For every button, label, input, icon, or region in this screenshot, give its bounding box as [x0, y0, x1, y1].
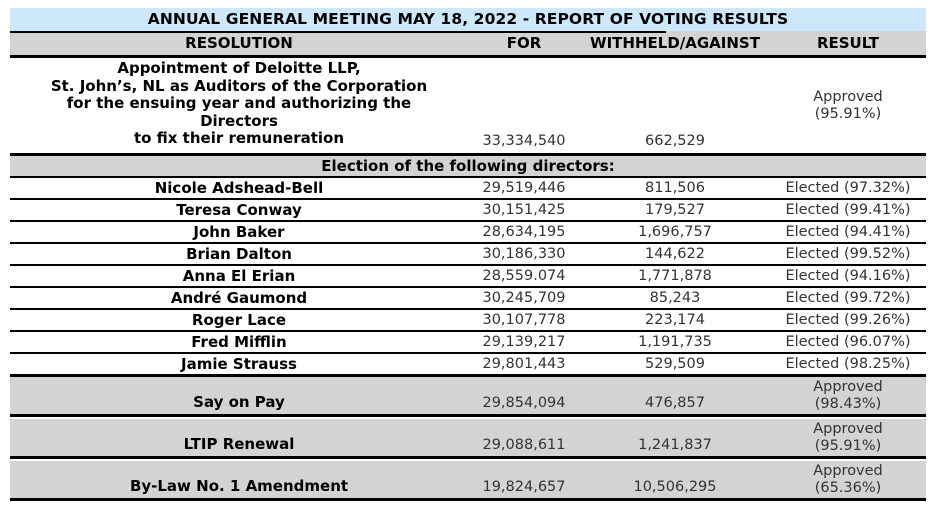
director-for-votes: 30,151,425 [482, 202, 566, 218]
director-withheld-votes: 179,527 [645, 202, 705, 218]
director-result: Elected (98.25%) [785, 356, 911, 372]
auditor-resolution-text [10, 58, 468, 153]
header-resolution: RESOLUTION [185, 34, 293, 52]
director-withheld-votes: 85,243 [649, 290, 701, 306]
director-for-votes: 30,107,778 [482, 312, 566, 328]
resolution-name: Say on Pay [193, 393, 285, 411]
resolution-result [770, 419, 926, 456]
director-for-votes: 28,559.074 [482, 268, 566, 284]
auditor-result-status: Approved [813, 88, 883, 105]
director-result: Elected (99.52%) [785, 246, 911, 262]
header-result: RESULT [816, 34, 880, 52]
auditor-resolution-line: for the ensuing year and authorizing the [66, 94, 412, 112]
director-for-votes: 29,139,217 [482, 334, 566, 350]
director-withheld-votes: 529,509 [645, 356, 705, 372]
resolution-result-status: Approved [813, 421, 883, 437]
resolution-result [770, 377, 926, 414]
director-name: Teresa Conway [176, 201, 302, 219]
auditor-result [770, 58, 926, 153]
resolution-withheld-votes: 476,857 [645, 395, 705, 411]
director-result: Elected (99.72%) [785, 290, 911, 306]
director-result: Elected (94.16%) [785, 268, 911, 284]
resolution-row-bylaw-amendment [10, 461, 926, 501]
resolution-withheld-votes: 1,241,837 [638, 437, 712, 453]
director-for-votes: 29,519,446 [482, 180, 566, 196]
director-name: Nicole Adshead-Bell [154, 179, 324, 197]
auditor-resolution-row [10, 58, 926, 156]
director-withheld-votes: 811,506 [645, 180, 705, 196]
director-withheld-votes: 223,174 [645, 312, 705, 328]
resolution-for-votes: 29,088,611 [482, 437, 566, 453]
resolution-result-status: Approved [813, 379, 883, 395]
director-for-votes: 30,245,709 [482, 290, 566, 306]
header-withheld-against: WITHHELD/AGAINST [590, 34, 760, 52]
director-row [10, 222, 926, 244]
director-result: Elected (96.07%) [785, 334, 911, 350]
director-for-votes: 28,634,195 [482, 224, 566, 240]
director-withheld-votes: 1,696,757 [638, 224, 712, 240]
director-result: Elected (99.26%) [785, 312, 911, 328]
resolution-result-percentage: (98.43%) [814, 395, 882, 412]
director-withheld-votes: 1,771,878 [638, 268, 712, 284]
resolution-withheld-votes: 10,506,295 [633, 479, 717, 495]
director-for-votes: 30,186,330 [482, 246, 566, 262]
auditor-withheld-votes: 662,529 [645, 133, 705, 149]
director-name: Roger Lace [191, 311, 287, 329]
resolution-result-status: Approved [813, 463, 883, 479]
auditor-result-percentage: (95.91%) [814, 105, 882, 122]
auditor-for-votes: 33,334,540 [482, 133, 566, 149]
resolution-result [770, 461, 926, 498]
director-for-votes: 29,801,443 [482, 356, 566, 372]
directors-section-heading: Election of the following directors: [10, 156, 926, 178]
auditor-resolution-line: Appointment of Deloitte LLP, [117, 59, 361, 77]
resolution-result-percentage: (65.36%) [814, 479, 882, 496]
director-name: Jamie Strauss [181, 355, 297, 373]
director-withheld-votes: 1,191,735 [638, 334, 712, 350]
director-name: Brian Dalton [186, 245, 292, 263]
director-row [10, 200, 926, 222]
resolution-row-ltip-renewal [10, 419, 926, 459]
director-row [10, 266, 926, 288]
director-result: Elected (99.41%) [785, 202, 911, 218]
resolution-row-say-on-pay [10, 377, 926, 417]
director-row [10, 178, 926, 200]
director-row [10, 310, 926, 332]
auditor-resolution-line: St. John’s, NL as Auditors of the Corporation [50, 76, 428, 95]
resolution-for-votes: 29,854,094 [482, 395, 566, 411]
director-row [10, 244, 926, 266]
header-for: FOR [506, 34, 542, 52]
director-row [10, 288, 926, 310]
director-name: Fred Mifflin [191, 333, 287, 351]
director-withheld-votes: 144,622 [645, 246, 705, 262]
resolution-name: By-Law No. 1 Amendment [129, 477, 349, 495]
director-row [10, 332, 926, 354]
director-result: Elected (97.32%) [785, 180, 911, 196]
director-name: André Gaumond [170, 289, 308, 307]
resolution-name: LTIP Renewal [183, 435, 295, 453]
resolution-result-percentage: (95.91%) [814, 437, 882, 454]
director-result: Elected (94.41%) [785, 224, 911, 240]
auditor-resolution-line: Directors [200, 111, 278, 130]
report-title: ANNUAL GENERAL MEETING MAY 18, 2022 - REPORT OF VOTING RESULTS [10, 8, 926, 31]
auditor-resolution-line: to fix their remuneration [133, 129, 345, 147]
director-name: Anna El Erian [182, 267, 296, 285]
column-header-row [10, 31, 926, 58]
resolution-for-votes: 19,824,657 [482, 479, 566, 495]
voting-results-table [10, 8, 926, 501]
director-name: John Baker [193, 223, 285, 241]
director-row [10, 354, 926, 377]
